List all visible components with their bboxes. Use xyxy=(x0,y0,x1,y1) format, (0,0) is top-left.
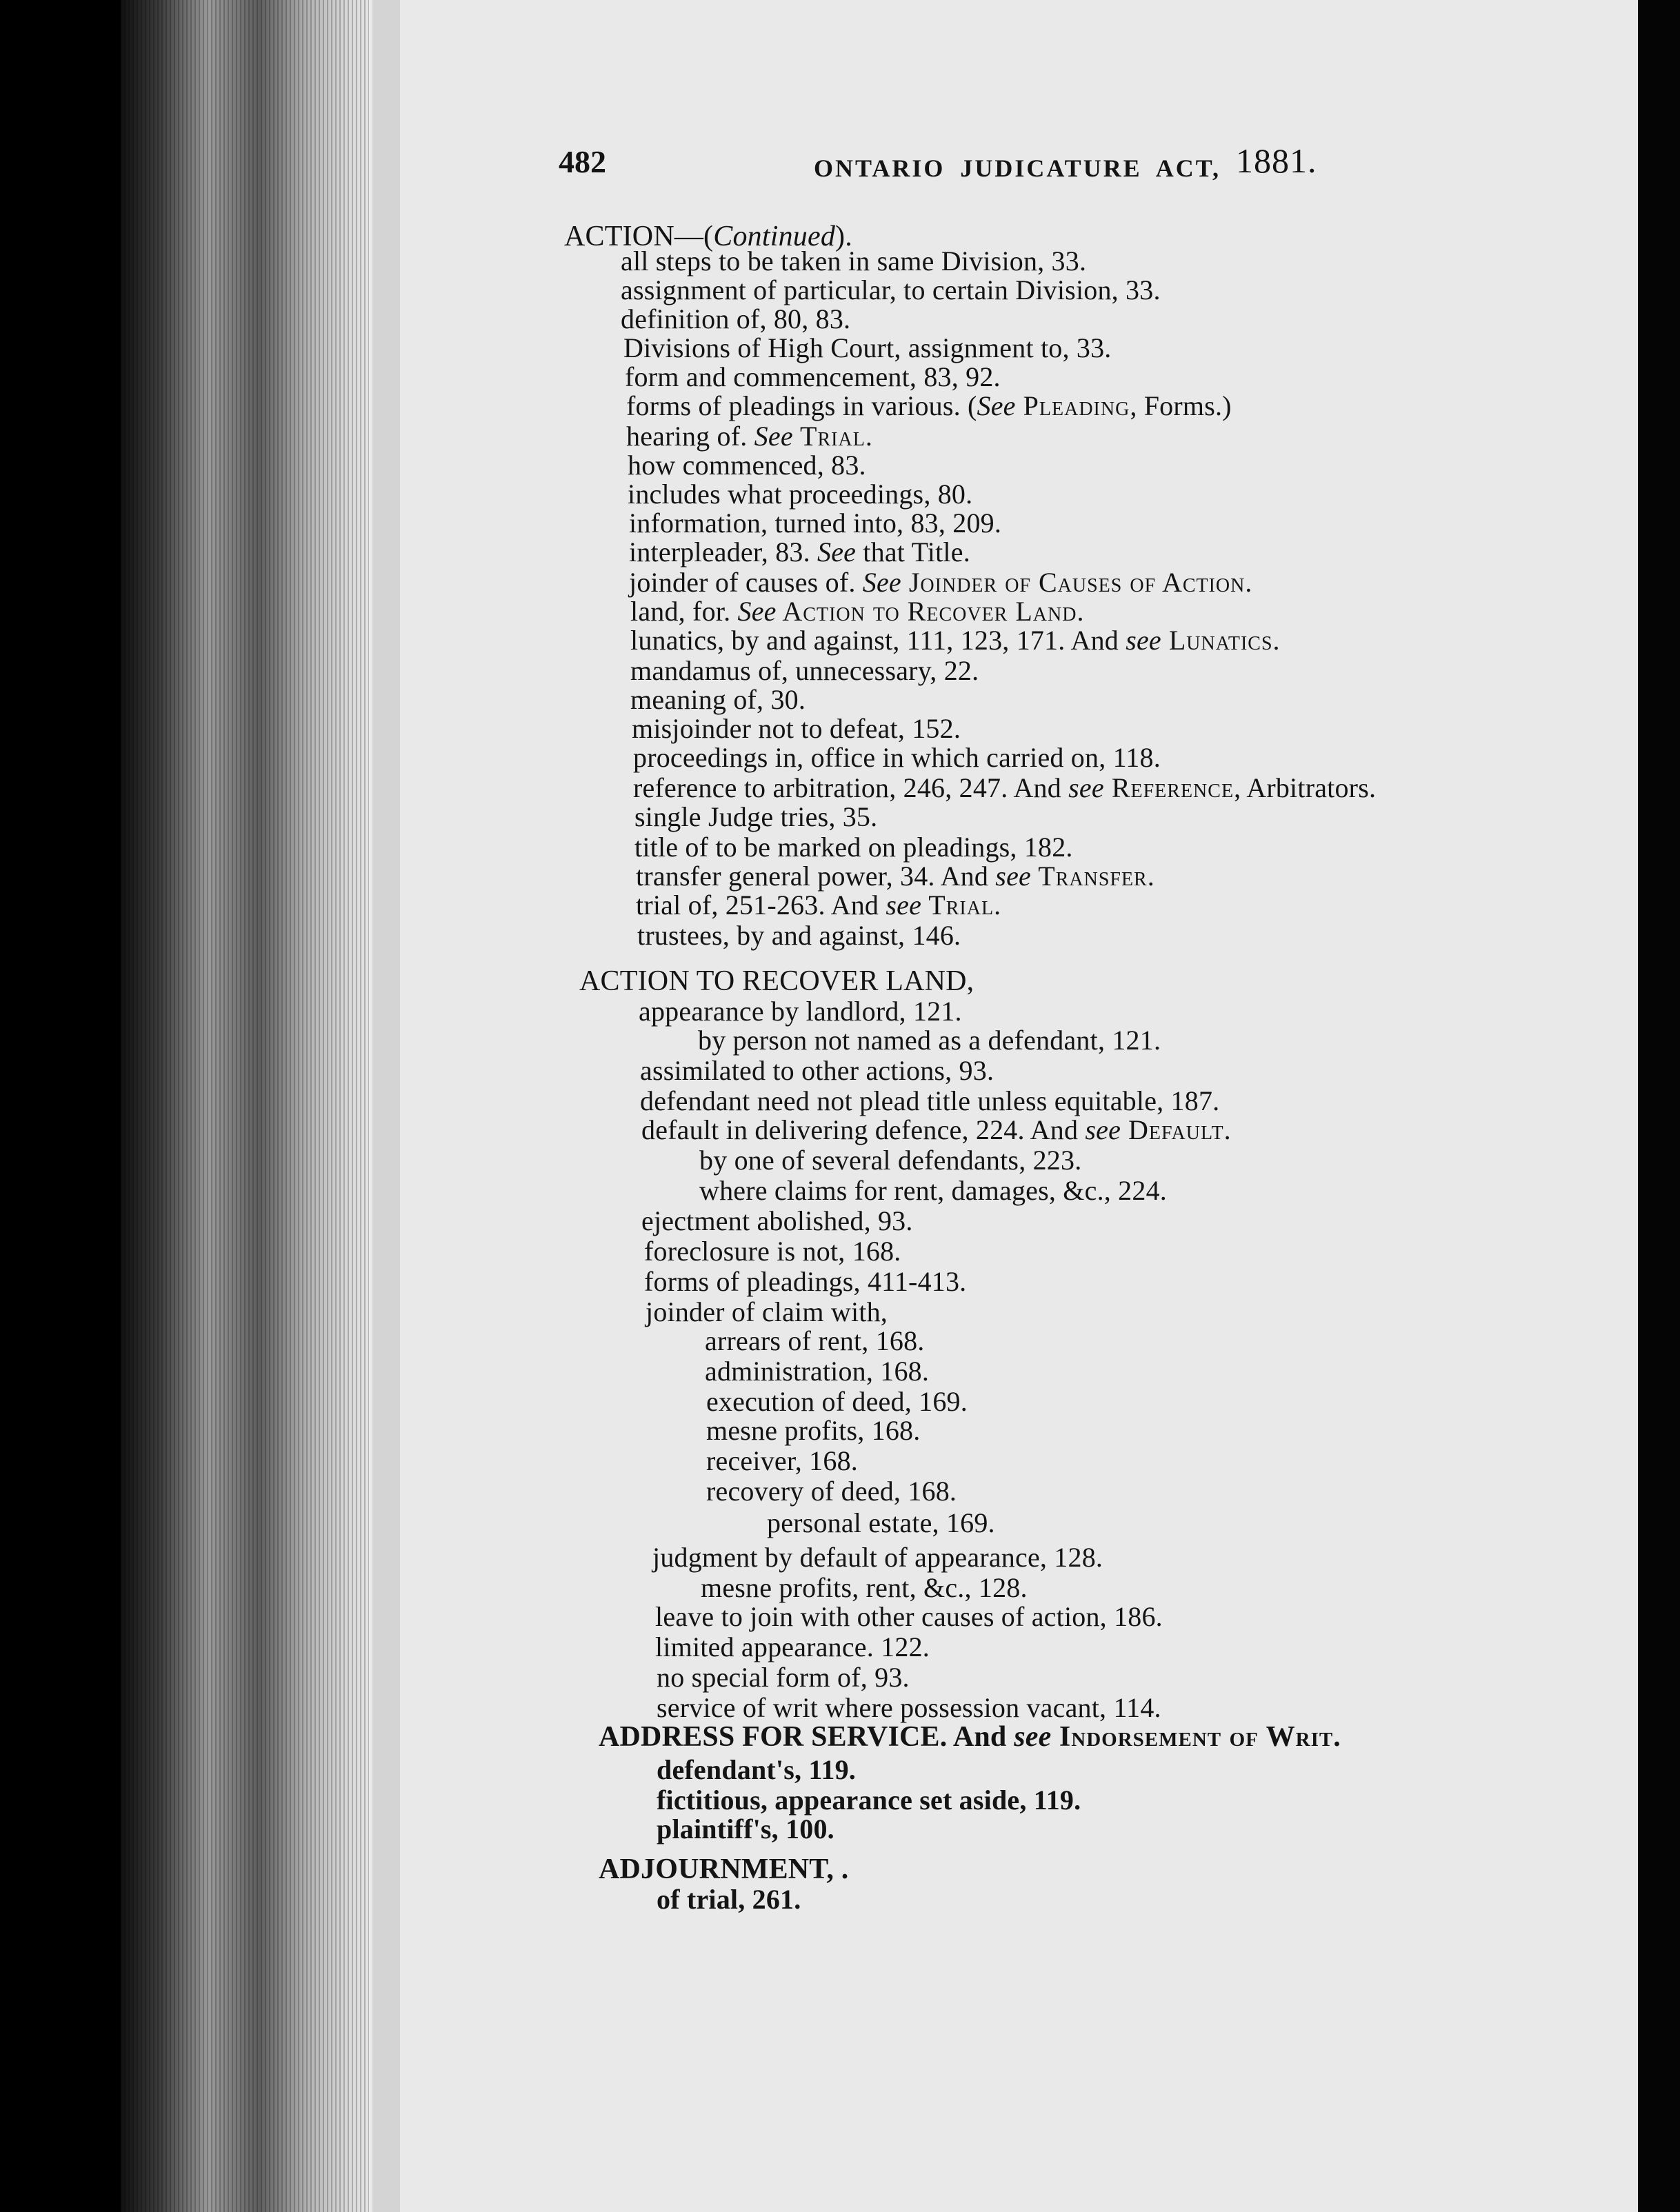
index-line xyxy=(706,1415,920,1447)
line-text: see xyxy=(1126,625,1161,656)
index-line xyxy=(628,450,866,481)
line-text: judgment by default of appearance, 128. xyxy=(652,1542,1103,1573)
index-line xyxy=(621,303,850,335)
index-line xyxy=(634,832,1073,863)
line-text: ). xyxy=(835,221,852,252)
line-text: mandamus of, unnecessary, 22. xyxy=(630,655,979,686)
line-text: assignment of particular, to certain Division, 33. xyxy=(621,274,1161,305)
index-line xyxy=(644,1236,901,1267)
index-line xyxy=(699,1175,1167,1207)
line-text: see xyxy=(886,889,922,921)
line-text: misjoinder not to defeat, 152. xyxy=(632,713,961,744)
line-text: limited appearance. 122. xyxy=(655,1631,930,1662)
line-text: execution of deed, 169. xyxy=(706,1386,968,1417)
line-text: See xyxy=(737,596,777,627)
index-line xyxy=(641,1114,1232,1146)
line-text: definition of, 80, 83. xyxy=(621,303,851,334)
index-line xyxy=(644,1266,966,1298)
line-text: Action to Recover Land. xyxy=(776,596,1085,627)
page-number: 482 xyxy=(559,144,606,179)
line-text: service of writ where possession vacant, 114. xyxy=(657,1692,1161,1723)
index-line xyxy=(699,1145,1081,1176)
index-line xyxy=(633,742,1161,774)
index-line xyxy=(636,889,1001,921)
index-line xyxy=(657,1662,910,1693)
running-title-text: ONTARIO JUDICATURE ACT, xyxy=(814,154,1221,182)
line-text: ACTION TO RECOVER LAND, xyxy=(579,965,974,997)
index-line xyxy=(705,1356,929,1387)
line-text: joinder of causes of. xyxy=(629,567,863,598)
index-line xyxy=(599,1721,1341,1753)
line-text: see xyxy=(995,861,1031,892)
line-text: See xyxy=(817,536,857,567)
index-line xyxy=(621,245,1086,277)
index-line xyxy=(636,861,1155,892)
line-text: mesne profits, 168. xyxy=(706,1415,921,1446)
line-text: information, turned into, 83, 209. xyxy=(629,507,1002,539)
index-line xyxy=(633,772,1376,804)
line-text: foreclosure is not, 168. xyxy=(644,1236,901,1267)
line-text: Transfer. xyxy=(1030,861,1155,892)
index-line xyxy=(634,801,877,833)
line-text: interpleader, 83. xyxy=(629,536,817,567)
line-text: trial of, 251-263. And xyxy=(636,889,886,921)
index-line xyxy=(646,1296,888,1328)
line-text: how commenced, 83. xyxy=(628,450,866,481)
line-text: Joinder of Causes of Action. xyxy=(901,567,1253,598)
index-line xyxy=(625,361,1001,393)
index-line xyxy=(657,1692,1161,1724)
line-text: personal estate, 169. xyxy=(767,1507,995,1538)
line-text: title of to be marked on pleadings, 182. xyxy=(634,832,1073,863)
line-text: see xyxy=(1068,772,1104,803)
line-text: Trial. xyxy=(921,889,1002,921)
line-text: ACTION—( xyxy=(564,221,714,252)
line-text: receiver, 168. xyxy=(706,1445,858,1476)
line-text: no special form of, 93. xyxy=(657,1662,910,1693)
index-line xyxy=(698,1025,1161,1056)
line-text: defendant need not plead title unless equitable, 187. xyxy=(640,1085,1220,1116)
line-text: Reference xyxy=(1103,772,1234,803)
line-text: forms of pleadings in various. ( xyxy=(626,390,977,421)
line-text: ejectment abolished, 93. xyxy=(641,1205,913,1236)
line-text: of trial, 261. xyxy=(657,1884,801,1915)
line-text: See xyxy=(977,390,1016,421)
line-text: plaintiff's, 100. xyxy=(657,1813,834,1844)
index-line xyxy=(655,1631,930,1663)
line-text: includes what proceedings, 80. xyxy=(628,479,973,510)
line-text: forms of pleadings, 411-413. xyxy=(644,1266,967,1297)
line-text: single Judge tries, 35. xyxy=(634,801,878,832)
line-text: by person not named as a defendant, 121. xyxy=(698,1025,1161,1056)
line-text: see xyxy=(1014,1721,1052,1753)
index-line xyxy=(632,713,961,745)
line-text: leave to join with other causes of action, 186. xyxy=(655,1601,1163,1632)
line-text: that Title. xyxy=(856,536,970,567)
line-text: Pleading xyxy=(1015,390,1130,421)
line-text: trustees, by and against, 146. xyxy=(637,920,961,951)
line-text: appearance by landlord, 121. xyxy=(639,996,962,1027)
index-line xyxy=(657,1813,834,1845)
index-line xyxy=(655,1601,1163,1633)
line-text: , Forms.) xyxy=(1130,390,1232,421)
index-line xyxy=(657,1754,856,1786)
line-text: ADJOURNMENT, . xyxy=(599,1853,849,1885)
line-text: transfer general power, 34. And xyxy=(636,861,996,892)
line-text: recovery of deed, 168. xyxy=(706,1476,957,1507)
index-line xyxy=(657,1784,1081,1816)
index-line xyxy=(641,1205,913,1237)
line-text: arrears of rent, 168. xyxy=(705,1325,925,1356)
line-text: See xyxy=(862,567,901,598)
line-text: Divisions of High Court, assignment to, 33. xyxy=(623,332,1112,363)
line-text: lunatics, by and against, 111, 123, 171. And xyxy=(630,625,1126,656)
line-text: Continued xyxy=(713,221,836,252)
line-text: assimilated to other actions, 93. xyxy=(640,1055,994,1086)
index-line xyxy=(599,1853,849,1885)
index-line xyxy=(637,920,961,952)
index-line xyxy=(767,1507,995,1539)
index-line xyxy=(623,332,1112,364)
index-line xyxy=(629,507,1001,539)
index-line xyxy=(621,274,1161,306)
index-line xyxy=(630,684,806,716)
line-text: reference to arbitration, 246, 247. And xyxy=(633,772,1069,803)
index-line xyxy=(630,596,1084,627)
index-line xyxy=(579,965,974,997)
line-text: Default. xyxy=(1121,1114,1232,1145)
index-line xyxy=(706,1386,968,1418)
line-text: See xyxy=(754,421,793,452)
index-line xyxy=(629,536,970,568)
index-line xyxy=(630,625,1281,656)
index-line xyxy=(701,1572,1028,1604)
index-line xyxy=(640,1055,994,1087)
line-text: , Arbitrators. xyxy=(1234,772,1377,803)
line-text: default in delivering defence, 224. And xyxy=(641,1114,1086,1145)
line-text: see xyxy=(1085,1114,1121,1145)
index-line xyxy=(629,567,1252,599)
line-text: proceedings in, office in which carried on, 118. xyxy=(633,742,1161,773)
line-text: form and commencement, 83, 92. xyxy=(625,361,1001,392)
index-line xyxy=(639,996,962,1027)
index-line xyxy=(630,655,979,687)
index-line xyxy=(657,1884,801,1916)
index-line xyxy=(705,1325,925,1357)
line-text: Indorsement of Writ. xyxy=(1051,1721,1341,1753)
line-text: fictitious, appearance set aside, 119. xyxy=(657,1784,1081,1816)
line-text: Trial. xyxy=(792,421,873,452)
line-text: joinder of claim with, xyxy=(646,1296,888,1327)
index-line xyxy=(652,1542,1103,1573)
line-text: defendant's, 119. xyxy=(657,1754,857,1785)
line-text: administration, 168. xyxy=(705,1356,930,1387)
line-text: hearing of. xyxy=(626,421,754,452)
line-text: where claims for rent, damages, &c., 224. xyxy=(699,1175,1167,1206)
line-text: Lunatics. xyxy=(1161,625,1281,656)
running-title-year: 1881. xyxy=(1236,141,1317,180)
index-line xyxy=(626,390,1232,422)
index-line xyxy=(706,1445,858,1477)
index-line xyxy=(626,421,873,452)
line-text: all steps to be taken in same Division, 33. xyxy=(621,245,1087,276)
line-text: land, for. xyxy=(630,596,738,627)
line-text: meaning of, 30. xyxy=(630,684,806,715)
line-text: mesne profits, rent, &c., 128. xyxy=(701,1572,1028,1603)
index-line xyxy=(640,1085,1219,1117)
line-text: by one of several defendants, 223. xyxy=(699,1145,1082,1176)
index-line xyxy=(706,1476,957,1507)
line-text: ADDRESS FOR SERVICE. And xyxy=(599,1721,1014,1753)
index-line xyxy=(628,479,972,510)
